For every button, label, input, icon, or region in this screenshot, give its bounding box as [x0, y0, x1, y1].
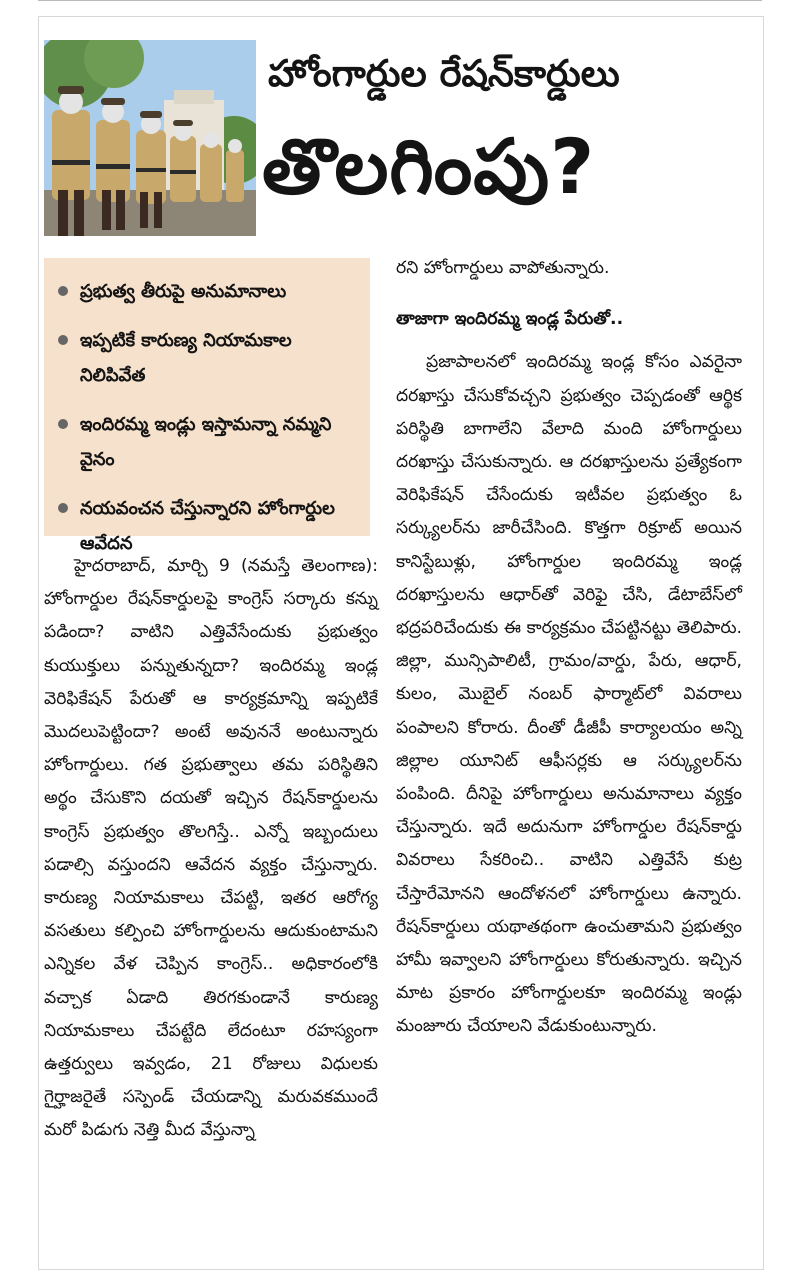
- highlight-item: [58, 407, 360, 477]
- headline-main: తొలగింపు?: [262, 122, 596, 211]
- highlight-text: ఇప్పటికే కారుణ్య నియామకాల నిలిపివేత: [80, 330, 292, 386]
- bullet-icon: [58, 419, 68, 429]
- bullet-icon: [58, 286, 68, 296]
- bullet-icon: [58, 335, 68, 345]
- highlight-text: నయవంచన చేస్తున్నారని హోంగార్డుల ఆవేదన: [80, 498, 335, 554]
- article-column-left: [44, 550, 378, 1148]
- highlight-text: ఇందిరమ్మ ఇండ్లు ఇస్తామన్నా నమ్మని వైనం: [80, 414, 332, 470]
- article-paragraph: హైదరాబాద్, మార్చి 9 (నమస్తే తెలంగాణ): హోంగార్డుల రేషన్‌కార్డులపై కాంగ్రెస్ సర్కారు కన్ను పడిందా? వాటిని ఎత్తివేసేందుకు ప్రభుత్వం కుయుక్తులు పన్నుతున్నదా? ఇందిరమ్మ ఇండ్ల వెరిఫికేషన్ పేరుతో ఆ కార్యక్రమాన్ని ఇప్పటికే మొదలుపెట్టిందా? అంటే అవుననే అంటున్నారు హోంగార్డులు. గత ప్రభుత్వాలు తమ పరిస్థితిని అర్థం చేసుకొని దయతో ఇచ్చిన రేషన్‌కార్డులను కాంగ్రెస్ ప్రభుత్వం తొలగిస్తే.. ఎన్నో ఇబ్బందులు పడాల్సి వస్తుందని ఆవేదన వ్యక్తం చేస్తున్నారు. కారుణ్య నియామకాలు చేపట్టి, ఇతర ఆరోగ్య వసతులు కల్పించి హోంగార్డులను ఆదుకుంటామని ఎన్నికల వేళ చెప్పిన కాంగ్రెస్.. అధికారంలోకి వచ్చాక ఏడాది తిరగకుండానే కారుణ్య నియామకాలు చేపట్టేది లేదంటూ రహస్యంగా ఉత్తర్వులు ఇవ్వడం, 21 రోజులు విధులకు గైర్హాజరైతే సస్పెండ్ చేయడాన్ని మరువకముందే మరో పిడుగు నెత్తి మీద వేస్తున్నా: [44, 556, 378, 1141]
- article-column-right: [396, 252, 742, 1044]
- highlights-box: [44, 258, 370, 554]
- bullet-icon: [58, 503, 68, 513]
- article-paragraph-continued: రని హోంగార్డులు వాపోతున్నారు.: [396, 258, 610, 278]
- highlight-item: [58, 274, 360, 309]
- article-paragraph: ప్రజాపాలనలో ఇందిరమ్మ ఇండ్ల కోసం ఎవరైనా దరఖాస్తు చేసుకోవచ్చని ప్రభుత్వం చెప్పడంతో ఆర్థిక పరిస్థితి బాగాలేని వేలాది మంది హోంగార్డులు దరఖాస్తు చేసుకున్నారు. ఆ దరఖాస్తులను ప్రత్యేకంగా వెరిఫికేషన్ చేసేందుకు ఇటీవల ప్రభుత్వం ఓ సర్క్యులర్‌ను జారీచేసింది. కొత్తగా రిక్రూట్ అయిన కానిస్టేబుళ్లు, హోంగార్డుల ఇందిరమ్మ ఇండ్ల దరఖాస్తులను ఆధార్‌తో వెరిఫై చేసి, డేటాబేస్‌లో భద్రపరిచేందుకు ఈ కార్యక్రమం చేపట్టినట్టు తెలిపారు. జిల్లా, మున్సిపాలిటీ, గ్రామం/వార్డు, పేరు, ఆధార్, కులం, మొబైల్ నంబర్ ఫార్మాట్‌లో వివరాలు పంపాలని కోరారు. దీంతో డీజీపీ కార్యాలయం అన్ని జిల్లాల యూనిట్ ఆఫీసర్లకు ఆ సర్క్యులర్‌ను పంపింది. దీనిపై హోంగార్డులు అనుమానాలు వ్యక్తం చేస్తున్నారు. ఇదే అదునుగా హోంగార్డుల రేషన్‌కార్డు వివరాలు సేకరించి.. వాటిని ఎత్తివేసే కుట్ర చేస్తారేమోనని ఆందోళనలో హోంగార్డులు ఉన్నారు. రేషన్‌కార్డులు యథాతథంగా ఉంచుతామని ప్రభుత్వం హామీ ఇవ్వాలని హోంగార్డులు కోరుతున్నారు. ఇచ్చిన మాట ప్రకారం హోంగార్డులకూ ఇందిరమ్మ ఇండ్లు మంజూరు చేయాలని వేడుకుంటున్నారు.: [396, 352, 742, 1037]
- highlight-text: ప్రభుత్వ తీరుపై అనుమానాలు: [80, 281, 287, 302]
- article-subheading: తాజాగా ఇందిరమ్మ ఇండ్ల పేరుతో..: [396, 309, 624, 330]
- highlight-item: [58, 323, 360, 393]
- top-rule: [38, 0, 762, 1]
- headline-kicker: హోంగార్డుల రేషన్‌కార్డులు: [268, 52, 620, 95]
- home-guards-photo: [44, 40, 256, 236]
